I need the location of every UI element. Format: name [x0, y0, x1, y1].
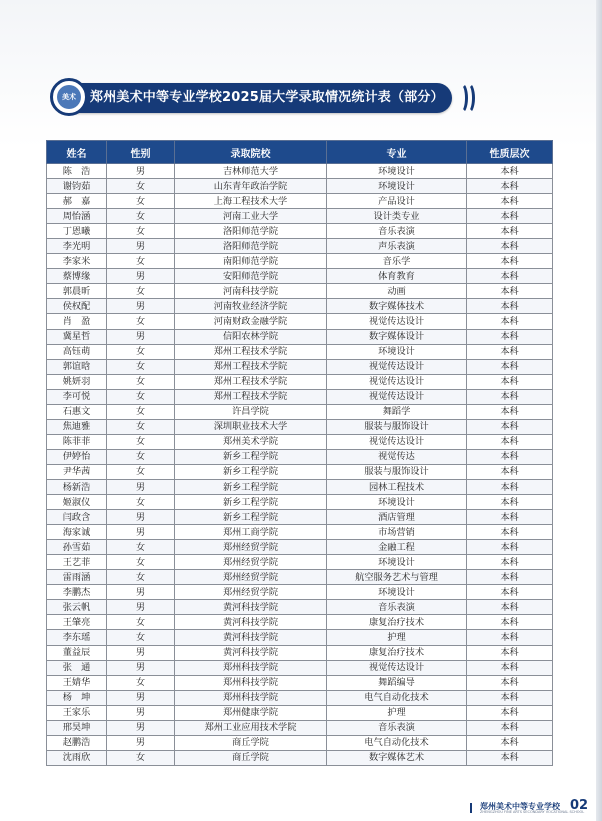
- degree-level-cell: 本科: [467, 720, 553, 735]
- gender-cell: 女: [107, 194, 175, 209]
- logo-emblem: [57, 85, 81, 109]
- degree-level-cell: 本科: [467, 344, 553, 359]
- gender-cell: 男: [107, 164, 175, 179]
- gender-cell: 女: [107, 495, 175, 510]
- student-name-cell: 雷雨涵: [47, 570, 107, 585]
- table-row: [47, 555, 553, 570]
- gender-cell: 女: [107, 224, 175, 239]
- degree-level-cell: 本科: [467, 404, 553, 419]
- university-cell: 新乡工程学院: [175, 495, 327, 510]
- degree-level-cell: 本科: [467, 419, 553, 434]
- university-cell: 信阳农林学院: [175, 329, 327, 344]
- major-cell: 设计类专业: [327, 209, 467, 224]
- table-row: [47, 239, 553, 254]
- student-name-cell: 陈 浩: [47, 164, 107, 179]
- student-name-cell: 王肇亮: [47, 615, 107, 630]
- university-cell: 黄河科技学院: [175, 615, 327, 630]
- table-row: [47, 690, 553, 705]
- gender-cell: 男: [107, 660, 175, 675]
- table-row: [47, 194, 553, 209]
- table-row: [47, 464, 553, 479]
- major-cell: 航空服务艺术与管理: [327, 570, 467, 585]
- student-name-cell: 张 通: [47, 660, 107, 675]
- page-footer: [470, 800, 596, 816]
- university-cell: 许昌学院: [175, 404, 327, 419]
- gender-cell: 女: [107, 464, 175, 479]
- university-cell: 商丘学院: [175, 750, 327, 765]
- major-cell: 环境设计: [327, 164, 467, 179]
- university-cell: 郑州健康学院: [175, 705, 327, 720]
- table-row: [47, 329, 553, 344]
- student-name-cell: 丁恩曦: [47, 224, 107, 239]
- major-cell: 数字媒体技术: [327, 299, 467, 314]
- table-row: [47, 660, 553, 675]
- major-cell: 电气自动化技术: [327, 690, 467, 705]
- gender-cell: 男: [107, 645, 175, 660]
- degree-level-cell: 本科: [467, 254, 553, 269]
- student-name-cell: 谢钧茹: [47, 179, 107, 194]
- gender-cell: 男: [107, 239, 175, 254]
- major-cell: 酒店管理: [327, 510, 467, 525]
- student-name-cell: 姬淑仪: [47, 495, 107, 510]
- degree-level-cell: 本科: [467, 630, 553, 645]
- student-name-cell: 王艺菲: [47, 555, 107, 570]
- student-name-cell: 郭谊晗: [47, 359, 107, 374]
- table-row: [47, 750, 553, 765]
- university-cell: 河南工业大学: [175, 209, 327, 224]
- degree-level-cell: 本科: [467, 540, 553, 555]
- major-cell: 音乐表演: [327, 224, 467, 239]
- student-name-cell: 海家诚: [47, 525, 107, 540]
- university-cell: 上海工程技术大学: [175, 194, 327, 209]
- student-name-cell: 杨 坤: [47, 690, 107, 705]
- university-cell: 郑州美术学院: [175, 434, 327, 449]
- major-cell: 视觉传达设计: [327, 434, 467, 449]
- university-cell: 郑州科技学院: [175, 690, 327, 705]
- gender-cell: 女: [107, 344, 175, 359]
- university-cell: 郑州经贸学院: [175, 570, 327, 585]
- column-header: 性质层次: [467, 141, 553, 164]
- page-title: 郑州美术中等专业学校2025届大学录取情况统计表（部分）: [90, 90, 444, 105]
- major-cell: 服装与服饰设计: [327, 419, 467, 434]
- university-cell: 深圳职业技术大学: [175, 419, 327, 434]
- student-name-cell: 蔡博缘: [47, 269, 107, 284]
- major-cell: 动画: [327, 284, 467, 299]
- degree-level-cell: 本科: [467, 194, 553, 209]
- student-name-cell: 李鹏杰: [47, 585, 107, 600]
- university-cell: 郑州工商学院: [175, 525, 327, 540]
- major-cell: 园林工程技术: [327, 479, 467, 494]
- table-row: [47, 570, 553, 585]
- major-cell: 视觉传达: [327, 449, 467, 464]
- table-row: [47, 434, 553, 449]
- student-name-cell: 姚妍羽: [47, 374, 107, 389]
- university-cell: 安阳师范学院: [175, 269, 327, 284]
- university-cell: 新乡工程学院: [175, 479, 327, 494]
- degree-level-cell: 本科: [467, 239, 553, 254]
- degree-level-cell: 本科: [467, 570, 553, 585]
- student-name-cell: 李光明: [47, 239, 107, 254]
- university-cell: 黄河科技学院: [175, 645, 327, 660]
- gender-cell: 女: [107, 209, 175, 224]
- table-row: [47, 720, 553, 735]
- table-row: [47, 615, 553, 630]
- student-name-cell: 闫政含: [47, 510, 107, 525]
- gender-cell: 女: [107, 570, 175, 585]
- degree-level-cell: 本科: [467, 284, 553, 299]
- student-name-cell: 孙雪茹: [47, 540, 107, 555]
- table-row: [47, 299, 553, 314]
- degree-level-cell: 本科: [467, 690, 553, 705]
- student-name-cell: 侯权配: [47, 299, 107, 314]
- page-spine: [596, 0, 602, 821]
- degree-level-cell: 本科: [467, 645, 553, 660]
- gender-cell: 男: [107, 720, 175, 735]
- major-cell: 视觉传达设计: [327, 359, 467, 374]
- degree-level-cell: 本科: [467, 434, 553, 449]
- gender-cell: 男: [107, 735, 175, 750]
- degree-level-cell: 本科: [467, 329, 553, 344]
- degree-level-cell: 本科: [467, 269, 553, 284]
- table-row: [47, 600, 553, 615]
- university-cell: 郑州工程技术学院: [175, 359, 327, 374]
- major-cell: 环境设计: [327, 495, 467, 510]
- university-cell: 郑州科技学院: [175, 660, 327, 675]
- degree-level-cell: 本科: [467, 449, 553, 464]
- gender-cell: 男: [107, 585, 175, 600]
- university-cell: 新乡工程学院: [175, 510, 327, 525]
- gender-cell: 女: [107, 750, 175, 765]
- degree-level-cell: 本科: [467, 224, 553, 239]
- gender-cell: 女: [107, 419, 175, 434]
- gender-cell: 女: [107, 179, 175, 194]
- student-name-cell: 冀星哲: [47, 329, 107, 344]
- major-cell: 舞蹈编导: [327, 675, 467, 690]
- gender-cell: 男: [107, 329, 175, 344]
- degree-level-cell: 本科: [467, 464, 553, 479]
- student-name-cell: 赵鹏浩: [47, 735, 107, 750]
- column-header: 姓名: [47, 141, 107, 164]
- university-cell: 河南科技学院: [175, 284, 327, 299]
- university-cell: 郑州经贸学院: [175, 555, 327, 570]
- degree-level-cell: 本科: [467, 615, 553, 630]
- table-row: [47, 344, 553, 359]
- student-name-cell: 王婧华: [47, 675, 107, 690]
- major-cell: 数字媒体艺术: [327, 750, 467, 765]
- gender-cell: 男: [107, 525, 175, 540]
- degree-level-cell: 本科: [467, 359, 553, 374]
- gender-cell: 女: [107, 389, 175, 404]
- degree-level-cell: 本科: [467, 164, 553, 179]
- table-row: [47, 254, 553, 269]
- university-cell: 郑州经贸学院: [175, 585, 327, 600]
- table-row: [47, 284, 553, 299]
- university-cell: 郑州工业应用技术学院: [175, 720, 327, 735]
- major-cell: 产品设计: [327, 194, 467, 209]
- university-cell: 郑州经贸学院: [175, 540, 327, 555]
- page-number: 02: [570, 798, 589, 813]
- student-name-cell: 杨新浩: [47, 479, 107, 494]
- logo-text: 美术: [62, 93, 76, 101]
- title-banner: [50, 80, 470, 116]
- major-cell: 音乐表演: [327, 600, 467, 615]
- degree-level-cell: 本科: [467, 299, 553, 314]
- university-cell: 郑州工程技术学院: [175, 374, 327, 389]
- degree-level-cell: 本科: [467, 750, 553, 765]
- degree-level-cell: 本科: [467, 479, 553, 494]
- table-header-row: [47, 141, 553, 164]
- degree-level-cell: 本科: [467, 555, 553, 570]
- student-name-cell: 石惠文: [47, 404, 107, 419]
- degree-level-cell: 本科: [467, 705, 553, 720]
- student-name-cell: 郭晨昕: [47, 284, 107, 299]
- major-cell: 康复治疗技术: [327, 615, 467, 630]
- university-cell: 洛阳师范学院: [175, 224, 327, 239]
- table-row: [47, 540, 553, 555]
- gender-cell: 男: [107, 269, 175, 284]
- table-row: [47, 209, 553, 224]
- degree-level-cell: 本科: [467, 314, 553, 329]
- student-name-cell: 董益辰: [47, 645, 107, 660]
- degree-level-cell: 本科: [467, 374, 553, 389]
- table-row: [47, 164, 553, 179]
- student-name-cell: 尹华茜: [47, 464, 107, 479]
- major-cell: 声乐表演: [327, 239, 467, 254]
- degree-level-cell: 本科: [467, 495, 553, 510]
- university-cell: 洛阳师范学院: [175, 239, 327, 254]
- major-cell: 护理: [327, 630, 467, 645]
- major-cell: 环境设计: [327, 344, 467, 359]
- student-name-cell: 肖 盈: [47, 314, 107, 329]
- student-name-cell: 李可悦: [47, 389, 107, 404]
- university-cell: 黄河科技学院: [175, 600, 327, 615]
- major-cell: 康复治疗技术: [327, 645, 467, 660]
- table-row: [47, 675, 553, 690]
- university-cell: 河南牧业经济学院: [175, 299, 327, 314]
- gender-cell: 女: [107, 675, 175, 690]
- gender-cell: 女: [107, 359, 175, 374]
- table-row: [47, 495, 553, 510]
- degree-level-cell: 本科: [467, 735, 553, 750]
- major-cell: 金融工程: [327, 540, 467, 555]
- gender-cell: 男: [107, 600, 175, 615]
- degree-level-cell: 本科: [467, 525, 553, 540]
- table-row: [47, 404, 553, 419]
- degree-level-cell: 本科: [467, 660, 553, 675]
- major-cell: 音乐学: [327, 254, 467, 269]
- university-cell: 郑州工程技术学院: [175, 344, 327, 359]
- gender-cell: 女: [107, 630, 175, 645]
- gender-cell: 女: [107, 314, 175, 329]
- school-logo-icon: [50, 78, 88, 116]
- gender-cell: 男: [107, 510, 175, 525]
- gender-cell: 女: [107, 540, 175, 555]
- major-cell: 市场营销: [327, 525, 467, 540]
- gender-cell: 女: [107, 374, 175, 389]
- student-name-cell: 李东瑶: [47, 630, 107, 645]
- table-row: [47, 585, 553, 600]
- university-cell: 新乡工程学院: [175, 449, 327, 464]
- student-name-cell: 伊婷怡: [47, 449, 107, 464]
- table-row: [47, 525, 553, 540]
- university-cell: 南阳师范学院: [175, 254, 327, 269]
- table-row: [47, 269, 553, 284]
- degree-level-cell: 本科: [467, 585, 553, 600]
- gender-cell: 男: [107, 690, 175, 705]
- student-name-cell: 郝 嘉: [47, 194, 107, 209]
- degree-level-cell: 本科: [467, 179, 553, 194]
- student-name-cell: 邢昊坤: [47, 720, 107, 735]
- column-header: 性别: [107, 141, 175, 164]
- table-row: [47, 359, 553, 374]
- table-row: [47, 224, 553, 239]
- degree-level-cell: 本科: [467, 675, 553, 690]
- student-name-cell: 焦迪雅: [47, 419, 107, 434]
- major-cell: 体育教育: [327, 269, 467, 284]
- major-cell: 音乐表演: [327, 720, 467, 735]
- gender-cell: 女: [107, 555, 175, 570]
- table-row: [47, 389, 553, 404]
- gender-cell: 女: [107, 404, 175, 419]
- gender-cell: 女: [107, 434, 175, 449]
- gender-cell: 男: [107, 705, 175, 720]
- table-row: [47, 630, 553, 645]
- gender-cell: 女: [107, 615, 175, 630]
- gender-cell: 男: [107, 299, 175, 314]
- degree-level-cell: 本科: [467, 389, 553, 404]
- student-name-cell: 高钰萌: [47, 344, 107, 359]
- university-cell: 郑州科技学院: [175, 675, 327, 690]
- table-row: [47, 449, 553, 464]
- student-name-cell: 李家米: [47, 254, 107, 269]
- university-cell: 吉林师范大学: [175, 164, 327, 179]
- university-cell: 山东青年政治学院: [175, 179, 327, 194]
- major-cell: 视觉传达设计: [327, 314, 467, 329]
- major-cell: 视觉传达设计: [327, 374, 467, 389]
- major-cell: 数字媒体设计: [327, 329, 467, 344]
- university-cell: 新乡工程学院: [175, 464, 327, 479]
- major-cell: 环境设计: [327, 179, 467, 194]
- table-row: [47, 479, 553, 494]
- major-cell: 服装与服饰设计: [327, 464, 467, 479]
- major-cell: 护理: [327, 705, 467, 720]
- table-row: [47, 735, 553, 750]
- university-cell: 河南财政金融学院: [175, 314, 327, 329]
- table-row: [47, 419, 553, 434]
- student-name-cell: 王家乐: [47, 705, 107, 720]
- gender-cell: 男: [107, 479, 175, 494]
- student-name-cell: 张云帆: [47, 600, 107, 615]
- footer-divider: [470, 803, 472, 813]
- table-body: [47, 164, 553, 766]
- table-row: [47, 510, 553, 525]
- table-row: [47, 374, 553, 389]
- major-cell: 视觉传达设计: [327, 660, 467, 675]
- student-name-cell: 陈菲菲: [47, 434, 107, 449]
- student-name-cell: 周怡涵: [47, 209, 107, 224]
- major-cell: 舞蹈学: [327, 404, 467, 419]
- footer-school-english: ZHENGZHOU FINE ARTS SECONDARY VOCATIONAL SCHOOL: [480, 810, 585, 814]
- major-cell: 环境设计: [327, 585, 467, 600]
- university-cell: 商丘学院: [175, 735, 327, 750]
- table-row: [47, 645, 553, 660]
- admission-table: [46, 140, 553, 766]
- gender-cell: 女: [107, 254, 175, 269]
- gender-cell: 女: [107, 284, 175, 299]
- university-cell: 黄河科技学院: [175, 630, 327, 645]
- table-row: [47, 705, 553, 720]
- column-header: 专业: [327, 141, 467, 164]
- table-row: [47, 314, 553, 329]
- major-cell: 电气自动化技术: [327, 735, 467, 750]
- table-row: [47, 179, 553, 194]
- student-name-cell: 沈雨欣: [47, 750, 107, 765]
- arc-decoration-icon: [461, 82, 475, 114]
- major-cell: 环境设计: [327, 555, 467, 570]
- footer-school-name: 郑州美术中等专业学校: [480, 802, 560, 811]
- university-cell: 郑州工程技术学院: [175, 389, 327, 404]
- degree-level-cell: 本科: [467, 510, 553, 525]
- column-header: 录取院校: [175, 141, 327, 164]
- major-cell: 视觉传达设计: [327, 389, 467, 404]
- gender-cell: 女: [107, 449, 175, 464]
- degree-level-cell: 本科: [467, 600, 553, 615]
- degree-level-cell: 本科: [467, 209, 553, 224]
